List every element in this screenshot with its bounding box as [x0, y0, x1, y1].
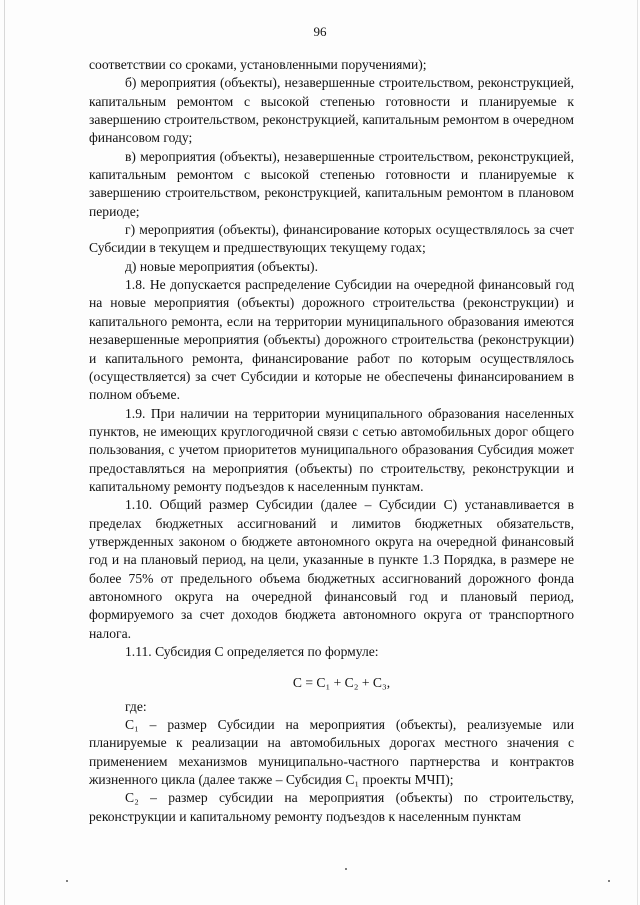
definition-c1: С₁ – размер Субсидии на мероприятия (объекты), реализуемые или планируемые к реализации на автомобильных дорогах местного значения с применением механизмов муниципально-частного партнерства и контрактов жизненного цикла (далее также – Субсидия С₁ проекты МЧП);	[89, 717, 574, 788]
paragraph-item-v: в) мероприятия (объекты), незавершенные строительством, реконструкцией, капитальным ремонтом с высокой степенью готовности и планируемые к завершению строительством, реконструкцией, капитальным ремонтом в плановом периоде;	[89, 148, 574, 219]
paragraph-1-9: 1.9. При наличии на территории муниципального образования населенных пунктов, не имеющих круглогодичной связи с сетью автомобильных дорог общего пользования, с учетом приоритетов муниципального образования Субсидия может предоставляться на мероприятия (объекты) по строительству, реконструкции и капитальному ремонту подъездов к населенным пунктам.	[89, 405, 574, 494]
paragraph-1-8: 1.8. Не допускается распределение Субсидии на очередной финансовый год на новые мероприятия (объекты) дорожного строительства (реконструкции) и капитального ремонта, если на территории муниципального образования имеются незавершенные мероприятия (объекты) дорожного строительства (реконструкции) и капитального ремонта, финансирование работ по которым осуществлялось (осуществляется) за счет Субсидии и которые не обеспечены финансированием в полном объеме.	[89, 277, 574, 403]
paragraph-continuation: соответствии со сроками, установленными поручениями);	[89, 57, 427, 72]
paragraph-item-d: д) новые мероприятия (объекты).	[125, 258, 318, 274]
paragraph-1-11: 1.11. Субсидия С определяется по формуле:	[125, 644, 379, 659]
scan-edge-left	[4, 0, 5, 905]
scan-speck	[66, 880, 68, 882]
page-number: 96	[313, 24, 327, 39]
body-text	[89, 56, 574, 826]
paragraph-1-10: 1.10. Общий размер Субсидии (далее – Субсидии С) устанавливается в пределах бюджетных ассигнований и лимитов бюджетных обязательств, утвержденных законом о бюджете автономного округа на очередной финансовый год и на плановый период, на цели, указанные в пункте 1.3 Порядка, в размере не более 75% от предельного объема бюджетных ассигнований дорожного фонда автономного округа на очередной финансовый год и плановый период, формируемого за счет доходов бюджета автономного округа от транспортного налога.	[89, 497, 574, 641]
scan-edge-right	[637, 0, 638, 905]
where-label: где:	[125, 698, 147, 714]
scan-speck	[345, 868, 347, 870]
definition-c2: С₂ – размер субсидии на мероприятия (объекты) по строительству, реконструкции и капитальному ремонту подъездов к населенным пунктам	[89, 790, 574, 824]
paragraph-item-g: г) мероприятия (объекты), финансирование которых осуществлялось за счет Субсидии в текущем и предшествующих текущему годах;	[89, 222, 574, 256]
scan-speck	[608, 880, 610, 882]
formula: С = С₁ + С₂ + С₃,	[292, 675, 391, 691]
paragraph-item-b: б) мероприятия (объекты), незавершенные строительством, реконструкцией, капитальным ремонтом с высокой степенью готовности и планируемые к завершению строительством, реконструкцией, капитальным ремонтом в очередном финансовом году;	[89, 75, 574, 146]
